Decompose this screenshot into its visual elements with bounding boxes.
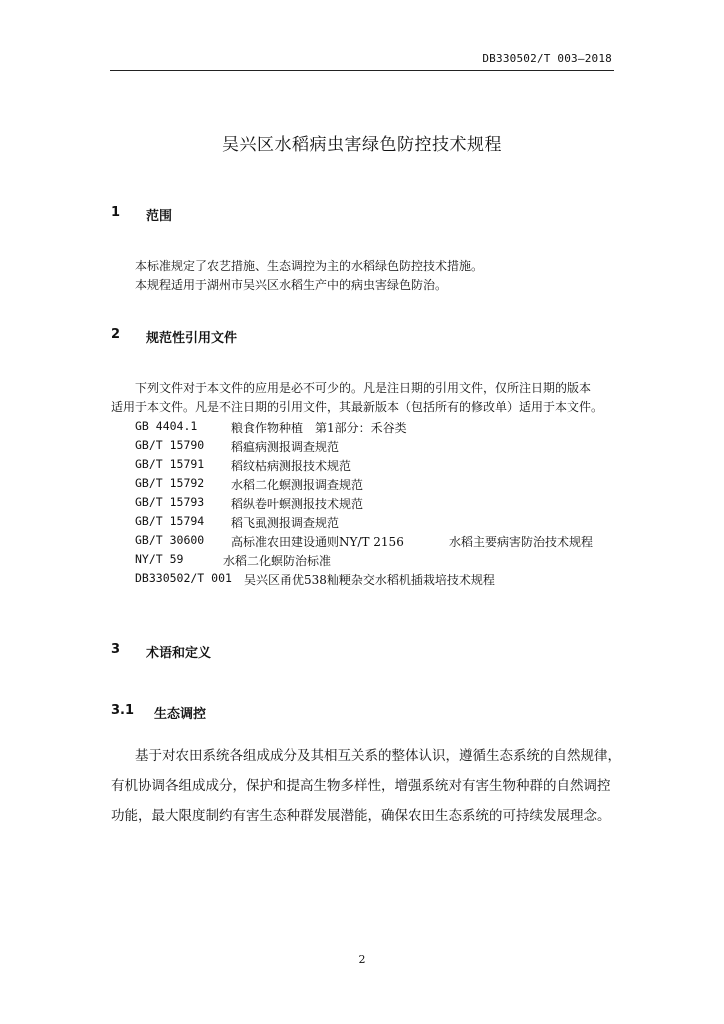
- section-3-1-line-1: 基于对农田系统各组成成分及其相互关系的整体认识，遵循生态系统的自然规律，: [135, 748, 621, 764]
- section-3-1-title: 生态调控: [154, 707, 207, 722]
- section-3-1-number: 3.1: [111, 703, 135, 718]
- header-rule: [110, 70, 614, 71]
- section-3-number: 3: [111, 642, 121, 657]
- reference-title: 水稻二化螟测报调查规范: [231, 478, 364, 492]
- reference-title: 粮食作物种植 第1部分：禾谷类: [231, 421, 407, 435]
- section-1-line-1: 本标准规定了农艺措施、生态调控为主的水稻绿色防控技术措施。: [135, 259, 484, 273]
- section-3-title: 术语和定义: [146, 646, 212, 661]
- reference-title: 吴兴区甬优538籼粳杂交水稻机插栽培技术规程: [244, 573, 495, 587]
- reference-code: GB/T 15794: [135, 514, 205, 528]
- reference-title: 稻纹枯病测报技术规范: [231, 459, 352, 473]
- reference-code: GB/T 15791: [135, 457, 205, 471]
- reference-title: 稻瘟病测报调查规范: [231, 440, 340, 454]
- reference-title: 水稻二化螟防治标准: [223, 554, 332, 568]
- reference-code: GB 4404.1: [135, 419, 198, 433]
- reference-title: 水稻主要病害防治技术规程: [449, 535, 594, 549]
- document-title: 吴兴区水稻病虫害绿色防控技术规程: [222, 135, 502, 155]
- reference-code: GB/T 30600: [135, 533, 205, 547]
- section-2-number: 2: [111, 327, 121, 342]
- section-3-1-line-2: 有机协调各组成成分，保护和提高生物多样性，增强系统对有害生物种群的自然调控: [111, 778, 611, 794]
- reference-code: DB330502/T 001: [135, 571, 232, 585]
- reference-title: 高标准农田建设通则NY/T 2156: [231, 535, 404, 549]
- page-number: 2: [358, 953, 366, 966]
- section-1-title: 范围: [146, 209, 173, 224]
- reference-code: NY/T 59: [135, 552, 184, 566]
- reference-code: GB/T 15793: [135, 495, 205, 509]
- document-code: DB330502/T 003—2018: [482, 52, 612, 65]
- section-2-intro-line-1: 下列文件对于本文件的应用是必不可少的。凡是注日期的引用文件，仅所注日期的版本: [135, 381, 592, 395]
- reference-title: 稻纵卷叶螟测报技术规范: [231, 497, 364, 511]
- section-1-line-2: 本规程适用于湖州市吴兴区水稻生产中的病虫害绿色防治。: [135, 278, 448, 292]
- section-3-1-line-3: 功能，最大限度制约有害生态种群发展潜能，确保农田生态系统的可持续发展理念。: [111, 808, 611, 824]
- section-2-title: 规范性引用文件: [146, 331, 238, 346]
- section-1-number: 1: [111, 205, 121, 220]
- section-2-intro-line-2: 适用于本文件。凡是不注日期的引用文件，其最新版本（包括所有的修改单）适用于本文件。: [111, 400, 604, 414]
- reference-code: GB/T 15792: [135, 476, 205, 490]
- reference-code: GB/T 15790: [135, 438, 205, 452]
- reference-title: 稻飞虱测报调查规范: [231, 516, 340, 530]
